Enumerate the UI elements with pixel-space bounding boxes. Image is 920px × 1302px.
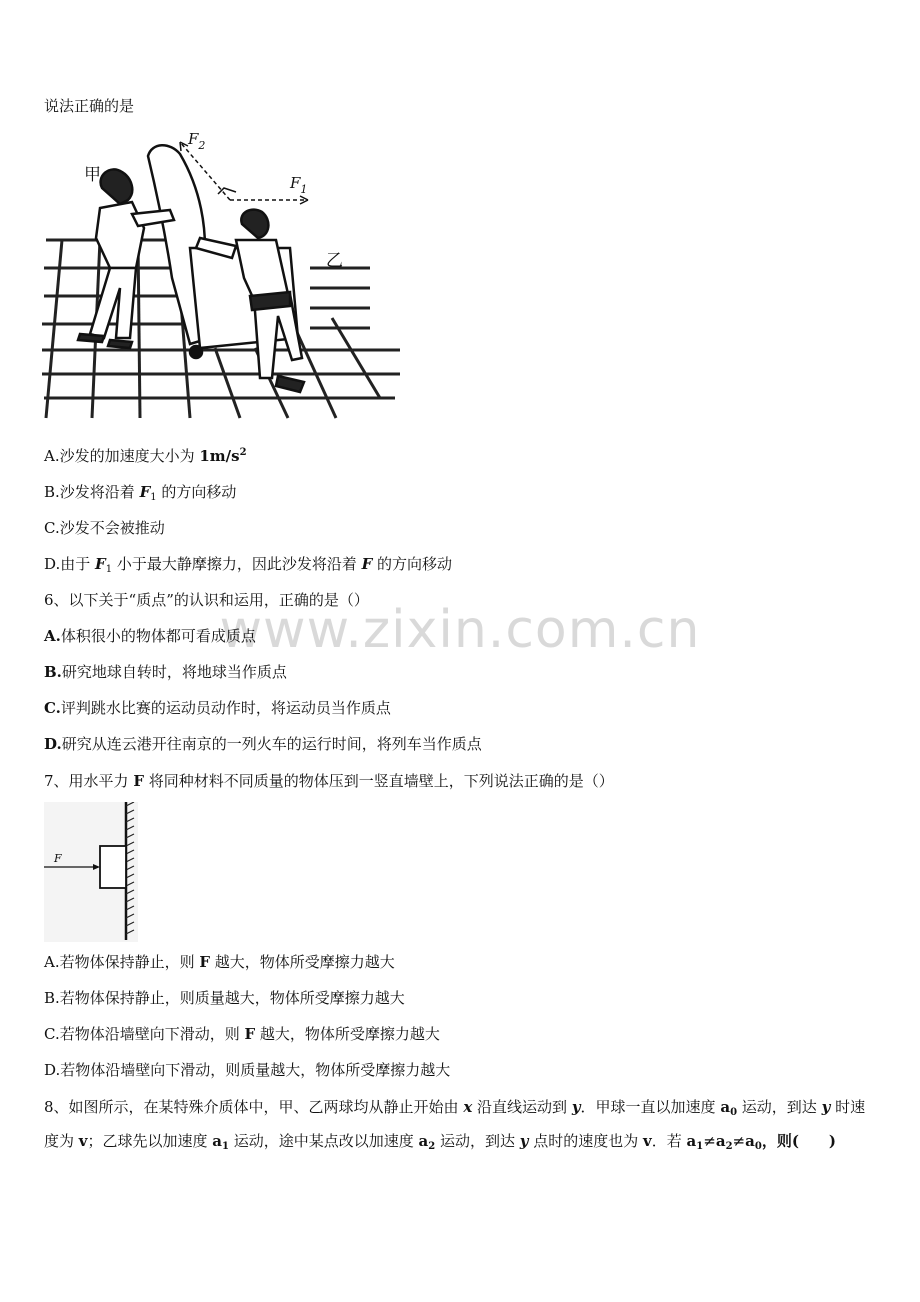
- q8-text-6: ；乙球先以加速度: [87, 1132, 213, 1150]
- q5-a-text: A.沙发的加速度大小为: [44, 447, 200, 465]
- q7-option-c: [44, 1024, 440, 1044]
- label-f2: [187, 130, 205, 152]
- q8-text-4: 运动，到达: [737, 1098, 822, 1116]
- label-f1-subscript: 1: [300, 183, 308, 196]
- q8-text-1: 8、如图所示，在某特殊介质体中，甲、乙两球均从静止开始由: [44, 1098, 464, 1116]
- q5-b-text-end: 的方向移动: [156, 483, 237, 501]
- label-f2-subscript: 2: [198, 139, 206, 152]
- q5-option-a: [44, 446, 247, 466]
- q8-y-2: y: [821, 1098, 831, 1116]
- q7-a-text: A.若物体保持静止，则: [44, 953, 200, 971]
- q7-stem-text: 7、用水平力: [44, 772, 134, 790]
- q8-a1-subscript: 1: [222, 1141, 229, 1152]
- q6-b-letter: B.: [44, 663, 62, 681]
- q7-c-text-end: 越大，物体所受摩擦力越大: [255, 1025, 440, 1043]
- q6-stem: 6、以下关于“质点”的认识和运用，正确的是（）: [44, 591, 369, 609]
- q8-cond-a0: a: [745, 1132, 755, 1150]
- label-jia: 甲: [84, 165, 101, 185]
- q8-y-3: y: [519, 1132, 529, 1150]
- q6-option-d: [44, 734, 482, 754]
- q5-a-superscript: 2: [239, 447, 247, 458]
- q5-b-text: B.沙发将沿着: [44, 483, 140, 501]
- wall-block-figure: [44, 802, 138, 942]
- sofa-push-figure: [40, 128, 410, 430]
- q5-d-text-end: 的方向移动: [372, 555, 453, 573]
- q8-cond-a2: a: [715, 1132, 726, 1150]
- q6-d-text: 研究从连云港开往南京的一列火车的运行时间，将列车当作质点: [61, 735, 482, 753]
- q8-a0-subscript: 0: [730, 1107, 738, 1118]
- q5-b-symbol: F: [139, 483, 151, 501]
- label-f1-symbol: F: [290, 174, 301, 192]
- q5-d-symbol-2: F: [361, 555, 373, 573]
- q7-stem: [44, 771, 614, 791]
- q8-a1: a: [212, 1132, 223, 1150]
- q8-text-8: 运动，到达: [435, 1132, 520, 1150]
- q6-a-letter: A.: [44, 627, 61, 645]
- label-f2-symbol: F: [188, 130, 199, 148]
- q6-c-text: 评判跳水比赛的运动员动作时，将运动员当作质点: [60, 699, 391, 717]
- intro-text: 说法正确的是: [44, 97, 135, 115]
- q5-a-value: 1m/s: [199, 447, 240, 465]
- q8-text-11: ，则( ): [761, 1132, 837, 1150]
- q8-text-3: ．甲球一直以加速度: [580, 1098, 721, 1116]
- q5-d-subscript: 1: [105, 564, 113, 575]
- q8-cond-a0-subscript: 0: [754, 1141, 762, 1152]
- q8-a2-subscript: 2: [428, 1141, 436, 1152]
- q8-not-equal-2: ≠: [732, 1132, 746, 1150]
- label-yi: 乙: [326, 251, 343, 271]
- q6-b-text: 研究地球自转时，将地球当作质点: [61, 663, 287, 681]
- block: [100, 846, 126, 888]
- q6-option-c: [44, 698, 391, 718]
- q8-v: v: [78, 1132, 88, 1150]
- q5-d-text: D.由于: [44, 555, 96, 573]
- q8-a0: a: [720, 1098, 731, 1116]
- q7-option-d: D.若物体沿墙壁向下滑动，则质量越大，物体所受摩擦力越大: [44, 1061, 451, 1079]
- q8-cond-a2-subscript: 2: [725, 1141, 733, 1152]
- q8-text-10: ．若: [651, 1132, 687, 1150]
- q7-stem-text-end: 将同种材料不同质量的物体压到一竖直墙壁上，下列说法正确的是（）: [143, 772, 614, 790]
- q8-a2: a: [418, 1132, 429, 1150]
- q8-v-2: v: [643, 1132, 652, 1150]
- q8-y: y: [571, 1098, 581, 1116]
- q8-stem: [44, 1090, 880, 1158]
- q5-option-c: C.沙发不会被推动: [44, 519, 165, 537]
- q7-c-text: C.若物体沿墙壁向下滑动，则: [44, 1025, 245, 1043]
- q8-x: x: [463, 1098, 473, 1116]
- q8-text-5: 时速度为: [44, 1098, 866, 1150]
- q7-a-text-end: 越大，物体所受摩擦力越大: [210, 953, 395, 971]
- q6-option-b: [44, 662, 287, 682]
- q5-d-symbol: F: [95, 555, 106, 573]
- q5-b-subscript: 1: [150, 492, 157, 503]
- q7-option-a: [44, 952, 395, 972]
- q8-not-equal-1: ≠: [703, 1132, 716, 1150]
- q7-option-b: B.若物体保持静止，则质量越大，物体所受摩擦力越大: [44, 989, 405, 1007]
- q5-option-d: [44, 554, 452, 574]
- q6-d-letter: D.: [44, 735, 62, 753]
- q8-cond-a1-subscript: 1: [696, 1141, 704, 1152]
- q5-d-text-mid: 小于最大静摩擦力，因此沙发将沿着: [112, 555, 362, 573]
- q6-a-text: 体积很小的物体都可看成质点: [60, 627, 256, 645]
- q7-c-f: F: [244, 1025, 256, 1043]
- q8-text-9: 点时的速度也为: [528, 1132, 644, 1150]
- q6-c-letter: C.: [44, 699, 61, 717]
- q8-text-2: 沿直线运动到: [472, 1098, 572, 1116]
- q8-cond-a1: a: [686, 1132, 697, 1150]
- force-label: F: [54, 852, 62, 865]
- q8-text-7: 运动，途中某点改以加速度: [228, 1132, 419, 1150]
- q7-stem-f: F: [133, 772, 144, 790]
- q5-option-b: [44, 482, 236, 502]
- q6-option-a: [44, 626, 256, 646]
- label-f1: [289, 174, 307, 196]
- q7-a-f: F: [199, 953, 211, 971]
- watermark: www.zixin.com.cn: [219, 600, 701, 660]
